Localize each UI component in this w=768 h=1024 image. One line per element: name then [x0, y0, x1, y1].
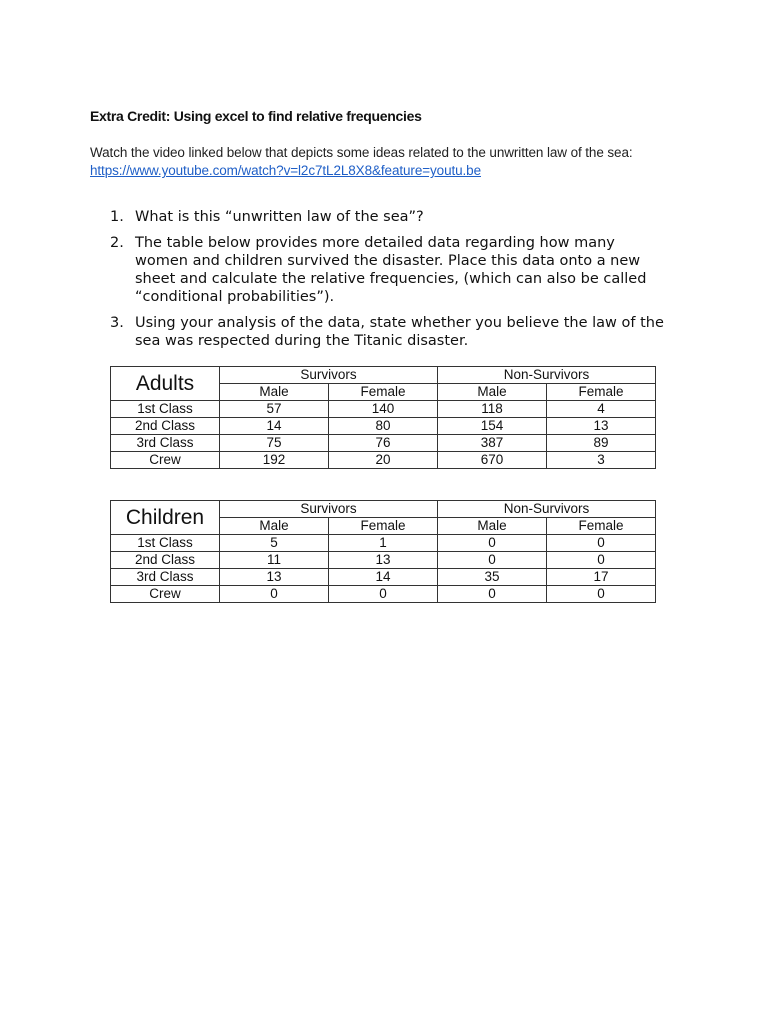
subheader-cell: Female [547, 518, 656, 535]
subheader-cell: Male [438, 518, 547, 535]
table-cell: 5 [220, 535, 329, 552]
table-cell: 0 [547, 535, 656, 552]
row-label: 3rd Class [111, 569, 220, 586]
row-label: Crew [111, 452, 220, 469]
video-link[interactable]: https://www.youtube.com/watch?v=l2c7tL2L8X8&feature=youtu.be [90, 163, 481, 178]
table-cell: 0 [547, 552, 656, 569]
intro-text: Watch the video linked below that depicts some ideas related to the unwritten law of the sea: [90, 145, 633, 160]
table-row [111, 401, 656, 418]
question-number: 2. [110, 235, 124, 251]
table-cell: 0 [438, 535, 547, 552]
table-cell: 13 [220, 569, 329, 586]
group-header-survivors: Survivors [220, 501, 438, 518]
question-list [110, 208, 670, 358]
question-text: Using your analysis of the data, state whether you believe the law of the sea was respected during the Titanic disaster. [135, 315, 664, 349]
question-item [110, 234, 670, 306]
group-header-non-survivors: Non-Survivors [438, 501, 656, 518]
subheader-cell: Female [547, 384, 656, 401]
table-title: Children [111, 501, 220, 535]
table-cell: 75 [220, 435, 329, 452]
question-text: What is this “unwritten law of the sea”? [135, 209, 424, 225]
table-cell: 3 [547, 452, 656, 469]
table-cell: 0 [438, 552, 547, 569]
subheader-cell: Male [438, 384, 547, 401]
group-header-non-survivors: Non-Survivors [438, 367, 656, 384]
table-cell: 0 [438, 586, 547, 603]
group-header-survivors: Survivors [220, 367, 438, 384]
row-label: 2nd Class [111, 552, 220, 569]
children-table [110, 500, 656, 603]
subheader-cell: Male [220, 518, 329, 535]
table-cell: 154 [438, 418, 547, 435]
table-cell: 0 [547, 586, 656, 603]
table-cell: 20 [329, 452, 438, 469]
table-cell: 80 [329, 418, 438, 435]
table-row [111, 552, 656, 569]
table-title: Adults [111, 367, 220, 401]
table-cell: 140 [329, 401, 438, 418]
subheader-cell: Male [220, 384, 329, 401]
adults-table [110, 366, 656, 469]
table-cell: 14 [329, 569, 438, 586]
table-cell: 192 [220, 452, 329, 469]
table-header-row [111, 367, 656, 384]
table-cell: 35 [438, 569, 547, 586]
table-cell: 89 [547, 435, 656, 452]
question-item [110, 314, 670, 350]
table-row [111, 569, 656, 586]
table-cell: 14 [220, 418, 329, 435]
table-cell: 13 [329, 552, 438, 569]
table-row [111, 535, 656, 552]
table-cell: 387 [438, 435, 547, 452]
table-row [111, 435, 656, 452]
table-cell: 57 [220, 401, 329, 418]
table-row [111, 452, 656, 469]
question-number: 1. [110, 209, 124, 225]
row-label: 2nd Class [111, 418, 220, 435]
table-cell: 670 [438, 452, 547, 469]
table-cell: 1 [329, 535, 438, 552]
table-cell: 17 [547, 569, 656, 586]
table-cell: 11 [220, 552, 329, 569]
subheader-cell: Female [329, 518, 438, 535]
question-item [110, 208, 670, 226]
table-header-row [111, 501, 656, 518]
table-row [111, 418, 656, 435]
table-cell: 4 [547, 401, 656, 418]
row-label: 3rd Class [111, 435, 220, 452]
question-number: 3. [110, 315, 124, 331]
table-cell: 13 [547, 418, 656, 435]
subheader-cell: Female [329, 384, 438, 401]
page-title: Extra Credit: Using excel to find relative frequencies [90, 108, 422, 124]
table-cell: 0 [329, 586, 438, 603]
row-label: Crew [111, 586, 220, 603]
table-cell: 76 [329, 435, 438, 452]
row-label: 1st Class [111, 401, 220, 418]
question-text: The table below provides more detailed data regarding how many women and children survived the disaster. Place this data onto a new sheet and calculate the relative frequencies, (which can also be called “conditional probabilities”). [135, 235, 647, 305]
table-cell: 118 [438, 401, 547, 418]
row-label: 1st Class [111, 535, 220, 552]
table-cell: 0 [220, 586, 329, 603]
table-row [111, 586, 656, 603]
